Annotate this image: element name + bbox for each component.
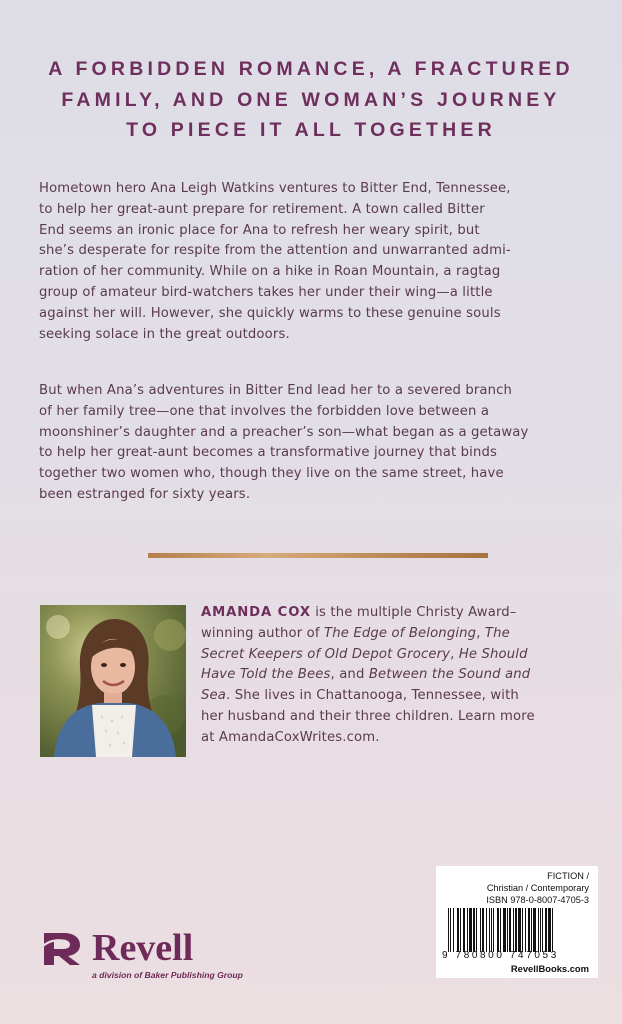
barcode-bar (460, 908, 461, 952)
isbn-number: ISBN 978-0-8007-4705-3 (486, 895, 589, 905)
book-title: Between the Sound and (368, 667, 531, 683)
text-line: End seems an ironic place for Ana to refresh her weary spirit, but (39, 222, 480, 238)
barcode-bar (493, 908, 494, 952)
barcode-bar (467, 908, 468, 952)
text-line: been estranged for sixty years. (39, 486, 251, 502)
barcode-bar (497, 908, 499, 952)
publisher-tagline: a division of Baker Publishing Group (92, 970, 243, 980)
text-line: she’s desperate for respite from the attention and unwarranted admi- (39, 243, 511, 259)
decorative-divider (148, 553, 488, 558)
bisac-category: FICTION / (547, 871, 589, 881)
text-line: Hometown hero Ana Leigh Watkins ventures to Bitter End, Tennessee, (39, 181, 511, 196)
text-line: together two women who, though they live on the same street, have (39, 466, 504, 482)
barcode-bar (528, 908, 530, 952)
barcode-bar (500, 908, 501, 952)
barcode-bar (491, 908, 492, 952)
barcode-bar (473, 908, 475, 952)
description-paragraph-1 (39, 179, 599, 345)
headline-line: TO PIECE IT ALL TOGETHER (126, 119, 496, 141)
barcode-bar (542, 908, 543, 952)
barcode-bar (538, 908, 539, 952)
cover-headline (0, 54, 622, 146)
text-line: ration of her community. While on a hike in Roan Mountain, a ragtag (39, 264, 501, 280)
barcode-bar (533, 908, 536, 952)
barcode-bars (448, 908, 592, 956)
barcode-bar (457, 908, 459, 952)
barcode-bar (552, 908, 553, 952)
text-line: to help her great-aunt becomes a transformative journey that binds (39, 445, 498, 461)
bisac-subcategory: Christian / Contemporary (486, 883, 589, 893)
description-paragraph-2 (39, 381, 599, 506)
barcode-bar (482, 908, 484, 952)
publisher-website: RevellBooks.com (510, 963, 589, 974)
barcode-bar (503, 908, 506, 952)
barcode-bar (545, 908, 547, 952)
barcode-bar (531, 908, 532, 952)
barcode-bar (448, 908, 449, 952)
author-name: AMANDA COX (201, 605, 311, 620)
text-line: seeking solace in the great outdoors. (39, 326, 290, 342)
text-line: group of amateur bird-watchers takes her under their wing—a little (39, 284, 493, 300)
headline-line: FAMILY, AND ONE WOMAN’S JOURNEY (61, 88, 561, 111)
text-line: of her family tree—one that involves the forbidden love between a (39, 403, 490, 419)
barcode-bar (507, 908, 508, 952)
book-title: Sea (201, 688, 227, 704)
headline-line: A FORBIDDEN ROMANCE, A FRACTURED (48, 58, 574, 80)
text-line: But when Ana’s adventures in Bitter End lead her to a severed branch (39, 383, 513, 398)
book-title: Secret Keepers of Old Depot Grocery (201, 646, 451, 662)
author-photo (40, 605, 186, 757)
text-line: to help her great-aunt prepare for retirement. A town called Bitter (39, 201, 485, 217)
barcode-bar (486, 908, 487, 952)
book-title: Have Told the Bees (201, 667, 331, 683)
barcode-bar (463, 908, 465, 952)
barcode-bar (489, 908, 490, 952)
barcode-digits: 9 780800 747053 (442, 950, 559, 961)
book-title: He Should (458, 646, 528, 662)
book-title: The (484, 625, 510, 641)
publisher-name: Revell (92, 927, 194, 969)
barcode-bar (453, 908, 454, 952)
text-line: moonshiner’s daughter and a preacher’s son—what began as a getaway (39, 424, 529, 440)
barcode-bar (540, 908, 541, 952)
revell-logo-icon (40, 929, 86, 967)
text-line: against her will. However, she quickly warms to these genuine souls (39, 305, 501, 321)
barcode-bar (522, 908, 523, 952)
barcode-bar (509, 908, 511, 952)
barcode-bar (513, 908, 514, 952)
barcode-bar (548, 908, 551, 952)
barcode-bar (450, 908, 451, 952)
barcode-bar (469, 908, 472, 952)
author-bio: AMANDA COX is the multiple Christy Award– winning author of The Edge of Belonging, The Secret Keepers of Old Depot Grocery, He Should Have Told the Bees, and Between the Sound and Sea. She lives in Chattanooga, Tennessee, with her husband and their three children. Learn more at AmandaCoxWrites.com. (201, 605, 535, 745)
barcode-bar (476, 908, 477, 952)
author-portrait-image (40, 605, 186, 757)
book-title: The Edge of Belonging (324, 625, 477, 641)
barcode-bar (480, 908, 481, 952)
isbn-barcode-box (436, 866, 598, 978)
barcode-bar (518, 908, 521, 952)
barcode-bar (525, 908, 526, 952)
barcode-bar (515, 908, 517, 952)
